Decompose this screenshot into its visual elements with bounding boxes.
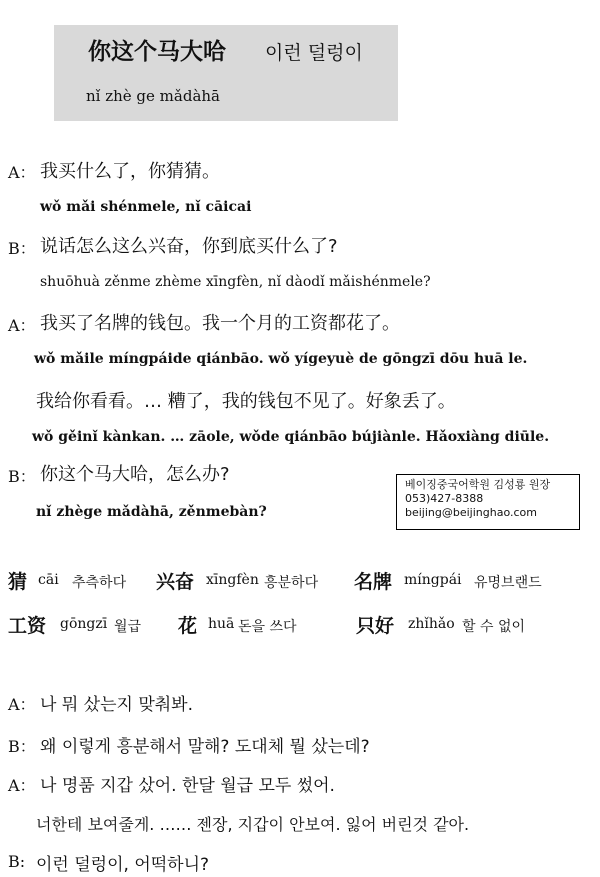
translation-speaker: B:: [8, 852, 26, 871]
dialogue-speaker: A：: [8, 316, 36, 335]
vocab-hanzi: 猜: [8, 571, 28, 593]
vocab-hanzi: 名牌: [354, 571, 393, 593]
dialogue-chinese: 我给你看看。… 糟了，我的钱包不见了。好象丢了。: [36, 391, 456, 412]
email-address: beijing@beijinghao.com: [405, 506, 537, 519]
dialogue-pinyin: wǒ gěinǐ kànkan. … zāole, wǒde qiánbāo bújiànle. Hǎoxiàng diūle.: [32, 429, 550, 445]
academy-name: 베이징중국어학원 김성룡 원장: [405, 478, 551, 491]
vocab-korean: 돈을 쓰다: [238, 619, 297, 635]
vocab-korean: 할 수 없이: [462, 619, 525, 635]
academy-contact-box: [396, 474, 580, 530]
title-chinese: 你这个马大哈: [88, 39, 226, 65]
translation-text: 나 명품 지갑 샀어. 한달 월급 모두 썼어.: [40, 776, 335, 796]
vocab-pinyin: zhǐhǎo: [408, 616, 455, 632]
title-korean: 이런 덜렁이: [265, 42, 363, 64]
translation-text: 나 뭐 샀는지 맞춰봐.: [40, 695, 193, 715]
vocab-hanzi: 兴奋: [156, 571, 195, 593]
vocab-pinyin: gōngzī: [60, 616, 108, 632]
translation-speaker: A：: [8, 695, 36, 714]
vocab-pinyin: míngpái: [404, 572, 462, 588]
translation-speaker: B：: [8, 737, 36, 756]
vocab-hanzi: 只好: [356, 615, 395, 637]
translation-text: 너한테 보여줄게. …… 젠장, 지갑이 안보여. 잃어 버린것 같아.: [36, 815, 470, 834]
vocab-hanzi: 工资: [8, 615, 47, 637]
vocab-pinyin: cāi: [38, 572, 59, 588]
dialogue-chinese: 你这个马大哈，怎么办?: [40, 464, 230, 485]
dialogue-chinese: 说话怎么这么兴奋，你到底买什么了?: [40, 236, 338, 257]
dialogue-chinese: 我买了名牌的钱包。我一个月的工资都花了。: [40, 313, 400, 334]
dialogue-speaker: A：: [8, 163, 36, 182]
dialogue-pinyin: shuōhuà zěnme zhème xīngfèn, nǐ dàodǐ mǎishénmele?: [40, 274, 431, 290]
vocab-korean: 유명브랜드: [474, 575, 542, 591]
vocab-hanzi: 花: [178, 615, 198, 637]
translation-text: 왜 이렇게 흥분해서 말해? 도대체 뭘 샀는데?: [40, 737, 370, 757]
vocab-korean: 월급: [114, 619, 142, 635]
dialogue-speaker: B：: [8, 239, 36, 258]
vocab-pinyin: huā: [208, 616, 235, 632]
title-pinyin: nǐ zhè ge mǎdàhā: [86, 87, 220, 105]
vocab-korean: 흥분하다: [264, 575, 319, 591]
dialogue-pinyin: nǐ zhège mǎdàhā, zěnmebàn?: [36, 504, 267, 520]
vocab-korean: 추측하다: [72, 575, 127, 591]
dialogue-speaker: B：: [8, 467, 36, 486]
dialogue-chinese: 我买什么了，你猜猜。: [40, 161, 220, 182]
translation-speaker: A：: [8, 776, 36, 795]
phone-number: 053)427-8388: [405, 492, 484, 505]
dialogue-pinyin: wǒ mǎi shénmele, nǐ cāicai: [40, 199, 252, 215]
translation-text: 이런 덜렁이, 어떡하니?: [36, 855, 210, 875]
dialogue-pinyin: wǒ mǎile míngpáide qiánbāo. wǒ yígeyuè de gōngzī dōu huā le.: [34, 351, 528, 367]
vocab-pinyin: xīngfèn: [206, 572, 259, 588]
